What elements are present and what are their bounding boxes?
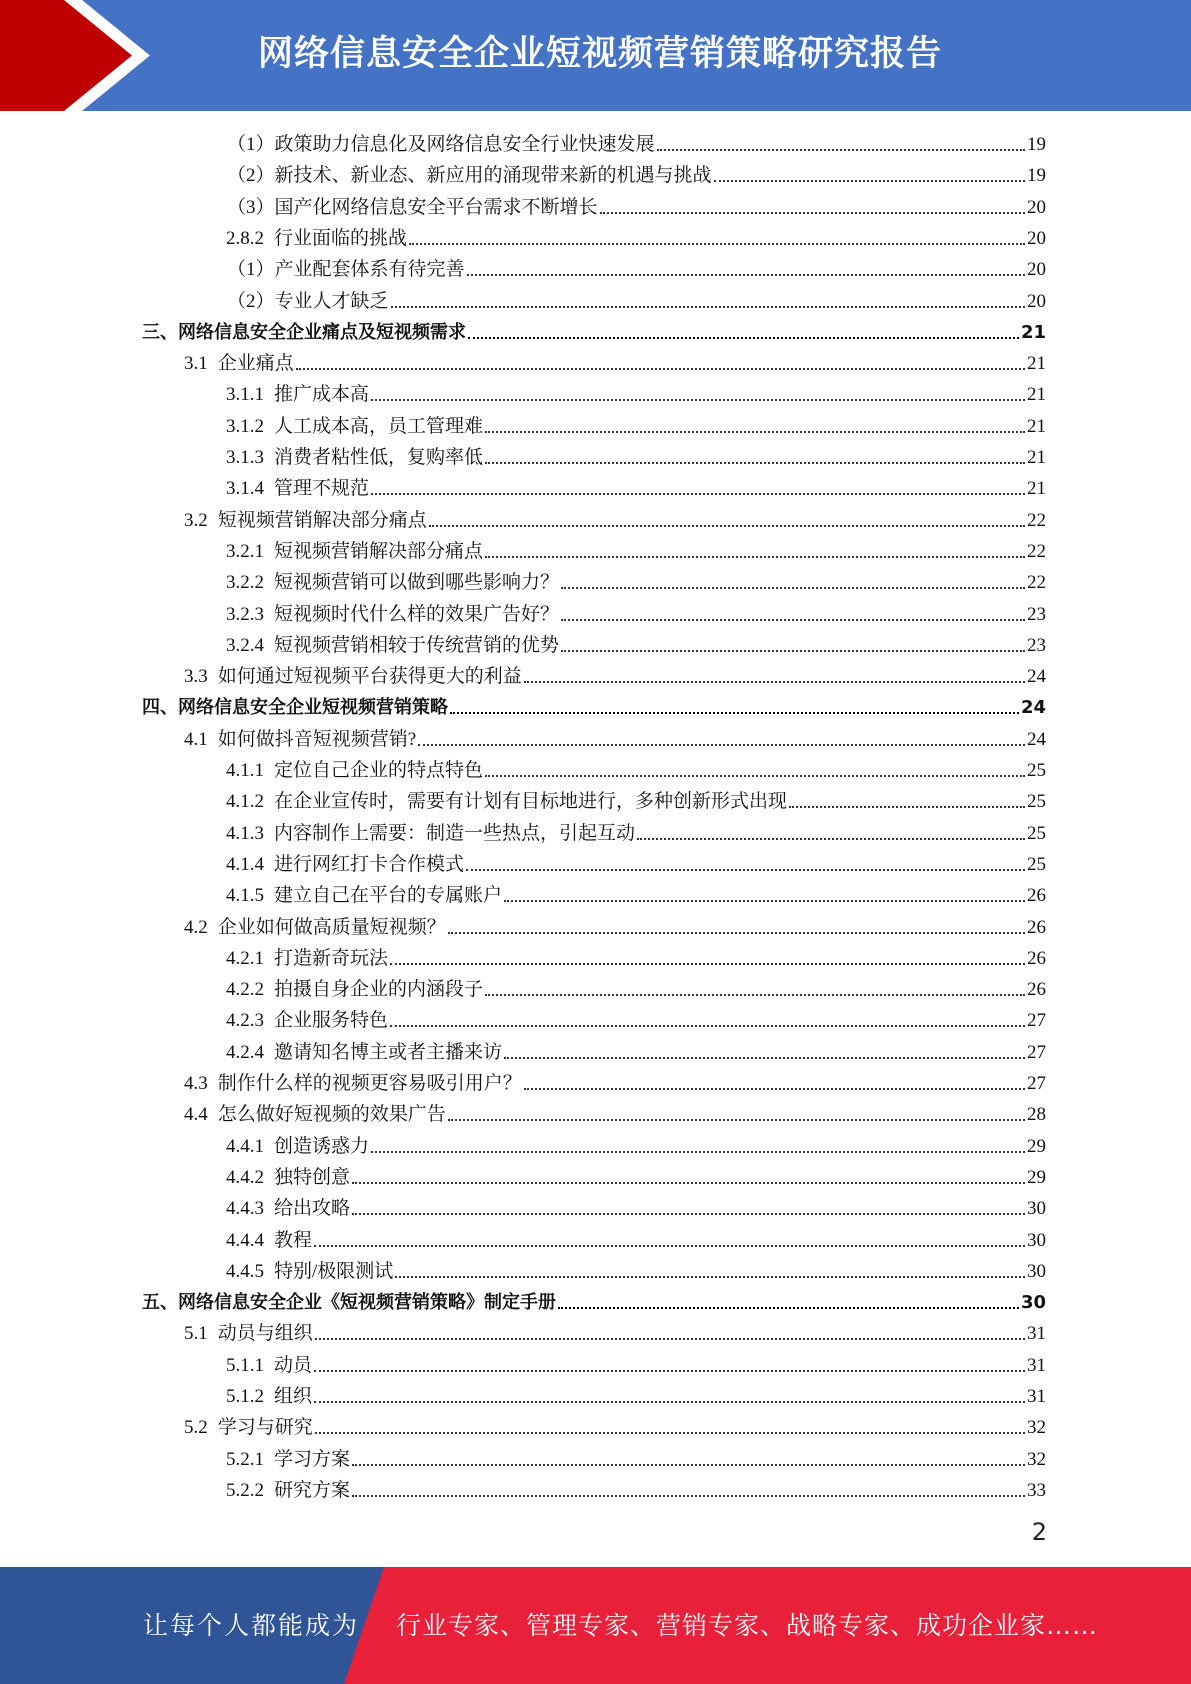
- toc-entry[interactable]: [184, 1316, 1046, 1347]
- toc-dot-leader: [524, 1088, 1025, 1090]
- toc-dot-leader: [504, 900, 1025, 902]
- toc-entry[interactable]: [226, 1160, 1046, 1191]
- toc-entry-title: 邀请知名博主或者主播来访: [274, 1041, 503, 1063]
- toc-entry-page: 31: [1027, 1323, 1046, 1345]
- toc-entry-number: 3.2: [184, 509, 208, 531]
- toc-entry-number: 4.4.3: [226, 1198, 264, 1220]
- toc-entry[interactable]: [227, 190, 1046, 221]
- toc-dot-leader: [485, 994, 1025, 996]
- toc-entry-page: 22: [1027, 572, 1046, 594]
- toc-dot-leader: [524, 681, 1025, 683]
- red-chevron-decoration: [0, 0, 150, 111]
- toc-entry-page: 22: [1027, 509, 1046, 531]
- toc-dot-leader: [296, 368, 1025, 370]
- toc-entry[interactable]: [226, 847, 1046, 878]
- footer-slogan-left: 让每个人都能成为: [143, 1611, 360, 1640]
- toc-entry-title: （1）产业配套体系有待完善: [227, 259, 465, 281]
- toc-dot-leader: [371, 1151, 1025, 1153]
- toc-dot-leader: [485, 431, 1025, 433]
- toc-entry[interactable]: [226, 221, 1046, 252]
- toc-entry-title: 在企业宣传时，需要有计划有目标地进行，多种创新形式出现: [274, 791, 788, 813]
- toc-entry-number: 3.2.4: [226, 634, 264, 656]
- toc-entry-title: 如何通过短视频平台获得更大的利益: [217, 666, 522, 688]
- toc-entry-title: 行业面临的挑战: [274, 227, 408, 249]
- toc-entry-title: 如何做抖音短视频营销?: [217, 728, 417, 750]
- toc-entry-number: 5.2.2: [226, 1479, 264, 1501]
- toc-dot-leader: [315, 1432, 1025, 1434]
- toc-entry-page: 26: [1027, 916, 1046, 938]
- toc-entry-page: 24: [1027, 666, 1046, 688]
- toc-entry-number: 3.1.4: [226, 478, 264, 500]
- toc-entry-title: 四、网络信息安全企业短视频营销策略: [142, 697, 448, 719]
- toc-dot-leader: [391, 306, 1025, 308]
- toc-entry-page: 26: [1027, 979, 1046, 1001]
- toc-entry[interactable]: [184, 503, 1046, 534]
- toc-entry-title: （3）国产化网络信息安全平台需求不断增长: [227, 196, 598, 218]
- toc-entry-title: 企业如何做高质量短视频？: [217, 916, 446, 938]
- toc-entry-page: 33: [1027, 1479, 1046, 1501]
- toc-entry-page: 27: [1027, 1041, 1046, 1063]
- toc-entry-page: 27: [1027, 1073, 1046, 1094]
- toc-dot-leader: [429, 525, 1025, 527]
- toc-entry-title: 建立自己在平台的专属账户: [274, 885, 503, 907]
- toc-entry-page: 25: [1027, 853, 1046, 875]
- toc-entry-title: （2）新技术、新业态、新应用的涌现带来新的机遇与挑战: [227, 165, 712, 187]
- report-title: 网络信息安全企业短视频营销策略研究报告: [258, 34, 943, 74]
- toc-entry-title: 打造新奇玩法: [274, 947, 389, 969]
- toc-entry[interactable]: [226, 628, 1046, 659]
- toc-entry-number: 4.1.1: [226, 760, 264, 781]
- toc-dot-leader: [657, 149, 1025, 151]
- toc-entry[interactable]: [226, 440, 1046, 471]
- toc-entry[interactable]: [226, 1035, 1046, 1066]
- toc-entry-page: 30: [1027, 1260, 1046, 1282]
- toc-entry[interactable]: [184, 1410, 1046, 1441]
- toc-entry-title: 研究方案: [274, 1479, 351, 1501]
- toc-entry-number: 5.1: [184, 1323, 208, 1345]
- toc-entry-title: 五、网络信息安全企业《短视频营销策略》制定手册: [142, 1292, 556, 1314]
- toc-entry-title: 人工成本高，员工管理难: [274, 415, 484, 437]
- toc-entry-number: 3.1: [184, 353, 208, 375]
- toc-entry[interactable]: [226, 534, 1046, 565]
- toc-entry-title: 组织: [274, 1386, 313, 1407]
- toc-entry[interactable]: [226, 816, 1046, 847]
- toc-entry-title: 推广成本高: [274, 384, 370, 406]
- toc-entry[interactable]: [227, 127, 1046, 158]
- toc-entry-page: 25: [1027, 760, 1046, 781]
- toc-dot-leader: [418, 744, 1025, 746]
- toc-dot-leader: [504, 1057, 1025, 1059]
- toc-entry-page: 21: [1027, 384, 1046, 406]
- toc-entry[interactable]: [226, 1348, 1046, 1379]
- toc-entry-title: 短视频营销相较于传统营销的优势: [274, 634, 560, 656]
- toc-entry-title: 独特创意: [274, 1166, 351, 1188]
- toc-entry-page: 29: [1027, 1166, 1046, 1188]
- toc-dot-leader: [352, 1464, 1025, 1466]
- toc-chapter-entry[interactable]: [142, 1285, 1046, 1316]
- toc-entry-title: 短视频时代什么样的效果广告好？: [274, 603, 560, 625]
- toc-dot-leader: [468, 337, 1019, 339]
- toc-dot-leader: [314, 1245, 1025, 1247]
- toc-entry-title: 进行网红打卡合作模式: [274, 853, 465, 875]
- toc-entry[interactable]: [226, 565, 1046, 596]
- toc-entry-number: 3.1.1: [226, 384, 264, 406]
- toc-entry[interactable]: [226, 377, 1046, 408]
- toc-entry-number: 4.4.2: [226, 1166, 264, 1188]
- toc-dot-leader: [448, 932, 1025, 934]
- toc-dot-leader: [371, 493, 1025, 495]
- toc-dot-leader: [352, 1495, 1025, 1497]
- toc-entry[interactable]: [226, 753, 1046, 784]
- toc-dot-leader: [314, 1401, 1025, 1403]
- toc-entry-page: 23: [1027, 634, 1046, 656]
- page-number: 2: [1031, 1518, 1047, 1546]
- toc-entry-title: 消费者粘性低，复购率低: [274, 447, 484, 468]
- toc-entry-page: 19: [1027, 165, 1046, 187]
- toc-entry[interactable]: [226, 1254, 1046, 1285]
- toc-entry-number: 4.1.4: [226, 853, 264, 875]
- toc-entry-number: 4.4.4: [226, 1229, 264, 1251]
- toc-dot-leader: [352, 1182, 1025, 1184]
- toc-entry-title: 企业服务特色: [274, 1010, 389, 1032]
- toc-entry[interactable]: [226, 409, 1046, 440]
- toc-entry-title: 制作什么样的视频更容易吸引用户？: [217, 1073, 522, 1094]
- toc-entry-number: 2.8.2: [226, 227, 264, 249]
- toc-entry-page: 27: [1027, 1010, 1046, 1032]
- toc-entry[interactable]: [184, 1097, 1046, 1128]
- toc-entry-page: 31: [1027, 1386, 1046, 1407]
- toc-entry[interactable]: [226, 597, 1046, 628]
- toc-entry-title: 内容制作上需要：制造一些热点，引起互动: [274, 822, 636, 844]
- toc-entry-title: 学习与研究: [217, 1417, 313, 1439]
- toc-entry-page: 22: [1027, 540, 1046, 562]
- toc-entry-number: 3.1.2: [226, 415, 264, 437]
- toc-entry-title: 学习方案: [274, 1448, 351, 1470]
- toc-entry-title: 特别/极限测试: [274, 1260, 394, 1282]
- toc-entry[interactable]: [226, 1442, 1046, 1473]
- toc-entry-title: 教程: [274, 1229, 313, 1251]
- toc-entry-page: 21: [1020, 321, 1046, 343]
- toc-entry-page: 26: [1027, 947, 1046, 969]
- toc-chapter-entry[interactable]: [142, 690, 1046, 721]
- toc-entry-page: 20: [1027, 290, 1046, 312]
- toc-entry[interactable]: [226, 1191, 1046, 1222]
- toc-entry-number: 4.2.2: [226, 979, 264, 1001]
- toc-dot-leader: [409, 243, 1025, 245]
- toc-entry-number: 4.1.5: [226, 885, 264, 907]
- toc-entry-page: 24: [1027, 728, 1046, 750]
- toc-entry[interactable]: [227, 158, 1046, 189]
- toc-entry-page: 20: [1027, 259, 1046, 281]
- toc-entry-page: 30: [1027, 1198, 1046, 1220]
- toc-entry-number: 4.4: [184, 1104, 208, 1126]
- toc-entry-number: 5.1.2: [226, 1386, 264, 1407]
- toc-entry-title: 定位自己企业的特点特色: [274, 760, 484, 781]
- toc-entry-page: 21: [1027, 415, 1046, 437]
- toc-entry-page: 26: [1027, 885, 1046, 907]
- toc-entry-number: 4.1.3: [226, 822, 264, 844]
- toc-entry-number: 4.1.2: [226, 791, 264, 813]
- toc-entry-page: 32: [1027, 1417, 1046, 1439]
- toc-entry-number: 3.1.3: [226, 447, 264, 468]
- toc-entry[interactable]: [226, 878, 1046, 909]
- toc-entry[interactable]: [184, 1066, 1046, 1097]
- toc-entry-title: 短视频营销解决部分痛点: [274, 540, 484, 562]
- toc-entry-page: 25: [1027, 822, 1046, 844]
- toc-entry[interactable]: [226, 1473, 1046, 1504]
- toc-entry[interactable]: [226, 972, 1046, 1003]
- page-header: [0, 0, 1191, 111]
- toc-entry[interactable]: [226, 1223, 1046, 1254]
- toc-entry-title: 企业痛点: [217, 353, 294, 375]
- toc-dot-leader: [485, 775, 1025, 777]
- toc-entry[interactable]: [226, 1003, 1046, 1034]
- toc-entry-number: 5.1.1: [226, 1354, 264, 1376]
- footer-slogan-right: 行业专家、管理专家、营销专家、战略专家、成功企业家……: [396, 1611, 1099, 1640]
- toc-entry[interactable]: [226, 1129, 1046, 1160]
- toc-dot-leader: [390, 963, 1025, 965]
- toc-dot-leader: [390, 1025, 1025, 1027]
- toc-entry-page: 28: [1027, 1104, 1046, 1126]
- toc-entry-title: 动员与组织: [217, 1323, 313, 1345]
- toc-entry-page: 21: [1027, 353, 1046, 375]
- toc-dot-leader: [637, 838, 1025, 840]
- toc-dot-leader: [561, 619, 1025, 621]
- toc-entry-number: 3.2.1: [226, 540, 264, 562]
- toc-entry-title: 三、网络信息安全企业痛点及短视频需求: [142, 321, 466, 343]
- toc-dot-leader: [714, 180, 1025, 182]
- toc-entry-number: 3.2.3: [226, 603, 264, 625]
- toc-entry-number: 4.3: [184, 1073, 208, 1094]
- toc-entry-page: 24: [1020, 697, 1046, 719]
- toc-entry-number: 4.2.3: [226, 1010, 264, 1032]
- toc-entry[interactable]: [227, 252, 1046, 283]
- toc-entry[interactable]: [227, 284, 1046, 315]
- toc-dot-leader: [485, 556, 1025, 558]
- toc-entry-page: 20: [1027, 196, 1046, 218]
- toc-entry-title: （2）专业人才缺乏: [227, 290, 389, 312]
- toc-entry-page: 31: [1027, 1354, 1046, 1376]
- toc-entry-page: 29: [1027, 1135, 1046, 1157]
- toc-entry-title: 动员: [274, 1354, 313, 1376]
- toc-entry-title: 短视频营销可以做到哪些影响力？: [274, 572, 560, 594]
- toc-entry-page: 30: [1027, 1229, 1046, 1251]
- toc-dot-leader: [789, 806, 1025, 808]
- toc-entry[interactable]: [184, 346, 1046, 377]
- toc-entry[interactable]: [184, 722, 1046, 753]
- toc-entry[interactable]: [226, 941, 1046, 972]
- toc-entry-number: 4.4.1: [226, 1135, 264, 1157]
- toc-dot-leader: [558, 1307, 1019, 1309]
- toc-dot-leader: [561, 587, 1025, 589]
- toc-dot-leader: [466, 869, 1025, 871]
- toc-entry-number: 3.2.2: [226, 572, 264, 594]
- toc-dot-leader: [448, 1119, 1025, 1121]
- toc-entry-number: 5.2.1: [226, 1448, 264, 1470]
- toc-entry-page: 25: [1027, 791, 1046, 813]
- toc-entry-page: 30: [1020, 1292, 1046, 1314]
- toc-entry-number: 3.3: [184, 666, 208, 688]
- toc-entry-page: 23: [1027, 603, 1046, 625]
- toc-entry-title: 怎么做好短视频的效果广告: [217, 1104, 446, 1126]
- toc-entry[interactable]: [226, 784, 1046, 815]
- toc-chapter-entry[interactable]: [142, 315, 1046, 346]
- toc-dot-leader: [561, 650, 1025, 652]
- toc-dot-leader: [467, 274, 1025, 276]
- toc-entry-page: 21: [1027, 478, 1046, 500]
- toc-entry-title: （1）政策助力信息化及网络信息安全行业快速发展: [227, 134, 655, 155]
- toc-entry-number: 4.2.1: [226, 947, 264, 969]
- toc-entry-number: 4.4.5: [226, 1260, 264, 1282]
- toc-dot-leader: [352, 1213, 1025, 1215]
- toc-entry-page: 20: [1027, 227, 1046, 249]
- toc-entry-number: 5.2: [184, 1417, 208, 1439]
- toc-dot-leader: [485, 462, 1025, 464]
- toc-dot-leader: [314, 1370, 1025, 1372]
- toc-entry-title: 管理不规范: [274, 478, 370, 500]
- toc-entry-page: 32: [1027, 1448, 1046, 1470]
- toc-entry[interactable]: [226, 471, 1046, 502]
- toc-entry-title: 创造诱惑力: [274, 1135, 370, 1157]
- toc-entry-title: 拍摄自身企业的内涵段子: [274, 979, 484, 1001]
- toc-dot-leader: [600, 212, 1025, 214]
- toc-dot-leader: [371, 399, 1025, 401]
- toc-entry[interactable]: [226, 1379, 1046, 1410]
- toc-entry-number: 4.1: [184, 728, 208, 750]
- toc-entry-title: 短视频营销解决部分痛点: [217, 509, 427, 531]
- toc-entry-page: 19: [1027, 134, 1046, 155]
- toc-dot-leader: [450, 712, 1019, 714]
- toc-dot-leader: [395, 1276, 1025, 1278]
- toc-dot-leader: [315, 1338, 1025, 1340]
- toc-entry[interactable]: [184, 659, 1046, 690]
- toc-entry-number: 4.2: [184, 916, 208, 938]
- page-footer: [0, 1567, 1191, 1684]
- toc-entry-page: 21: [1027, 447, 1046, 468]
- toc-entry[interactable]: [184, 910, 1046, 941]
- toc-entry-title: 给出攻略: [274, 1198, 351, 1220]
- toc-entry-number: 4.2.4: [226, 1041, 264, 1063]
